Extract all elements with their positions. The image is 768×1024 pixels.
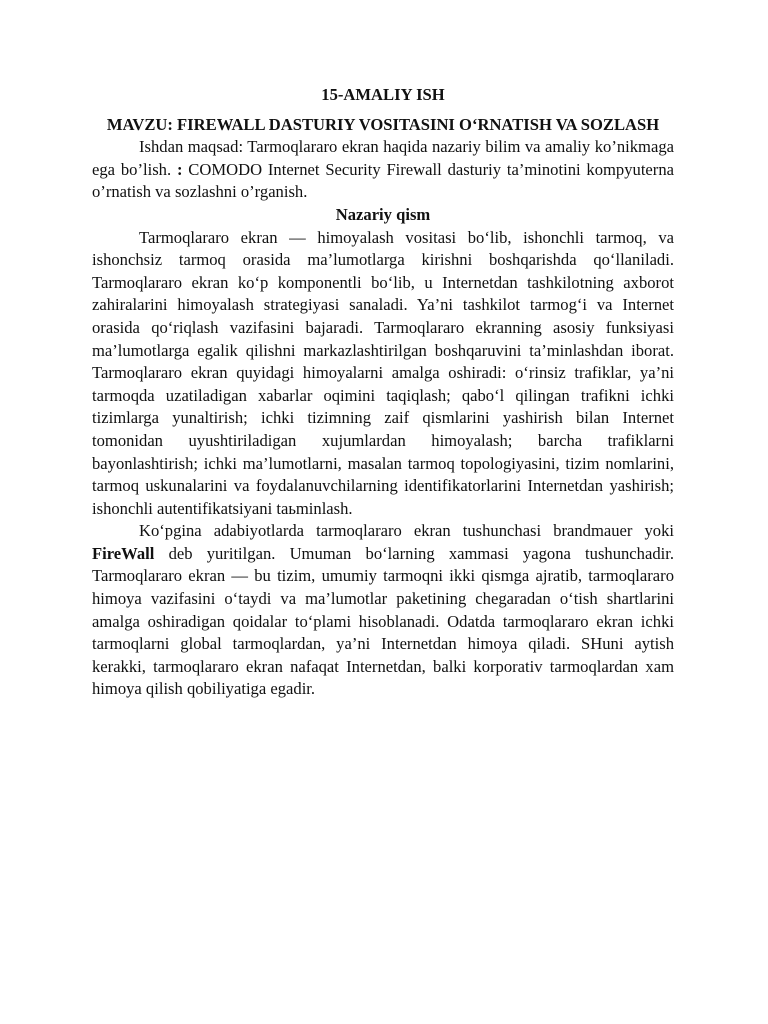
theory-paragraph-2 — [92, 520, 674, 701]
page-title: 15-AMALIY ISH — [321, 85, 445, 104]
goal-text-end: COMODO Internet Security Firewall dasturiy ta’minotini kompyuterna o’rnatish va sozlashni o’rganish. — [92, 159, 674, 202]
goal-text-start: Ishdan maqsad: Tarmoqlararo ekran haqida nazariy bilim va amaliy ko’nikmaga ega bo’lish. — [92, 137, 674, 179]
goal-bold-mark: : — [176, 159, 183, 179]
document-page — [92, 84, 674, 701]
paragraph-2-text-start: Ko‘pgina adabiyotlarda tarmoqlararo ekran tushunchasi brandmauer yoki — [139, 521, 674, 541]
subject-heading: MAVZU: FIREWALL DASTURIY VOSITASINI O‘RNATISH VA SOZLASH — [106, 114, 660, 134]
paragraph-2-text-end: deb yuritilgan. Umuman bo‘larning xammasi yagona tushunchadir. Tarmoqlararo ekran — bu tizim, umumiy tarmoqni ikki qismga ajratib, tarmoqlararo himoya vazifasini o‘taydi va ma’lumotlar paketining chegaradan o‘tish shartlarini amalga oshiradigan qoidalar to‘plami hisoblanadi. Odatda tarmoqlararo ekran ichki tarmoqlarni global tarmoqlardan, ya’ni Internetdan himoya qiladi. SHuni aytish kerakki, tarmoqlararo ekran nafaqat Internetdan, balki korporativ tarmoqlardan xam himoya qilish qobiliyatiga egadir. — [92, 543, 674, 699]
section-heading: Nazariy qism — [335, 204, 431, 224]
goal-paragraph — [92, 136, 674, 204]
theory-paragraph-1: Tarmoqlararo ekran — himoyalash vositasi bo‘lib, ishonchli tarmoq, va ishonchsiz tarmoq orasida ma’lumotlarga kirishni boshqarishda qo‘llaniladi. Tarmoqlararo ekran ko‘p komponentli bo‘lib, u Internetdan tashkilotning axborot zahiralarini himoyalash strategiyasi sanaladi. Ya’ni tashkilot tarmog‘i va Internet orasida qo‘riqlash vazifasini bajaradi. Tarmoqlararo ekranning asosiy funksiyasi ma’lumotlarga egalik qilishni markazlashtirilgan boshqaruvini ta’minlashdan iborat. Tarmoqlararo ekran quyidagi himoyalarni amalga oshiradi: o‘rinsiz trafiklar, ya’ni tarmoqda uzatiladigan xabarlar oqimini taqiqlash; qabo‘l qilingan trafikni ichki tizimlarga yunaltirish; ichki tizimning zaif qismlarini yashirish bilan Internet tomonidan uyushtiriladigan xujumlardan himoyalash; barcha trafiklarni bayonlashtirish; ichki ma’lumotlarni, masalan tarmoq topologiyasini, tizim nomlarini, tarmoq uskunalarini va foydalanuvchilarning identifikatorlarini Internetdan yashirish; ishonchli autentifikatsiyani taьminlash. — [92, 227, 674, 518]
firewall-term: FireWall — [92, 543, 155, 563]
